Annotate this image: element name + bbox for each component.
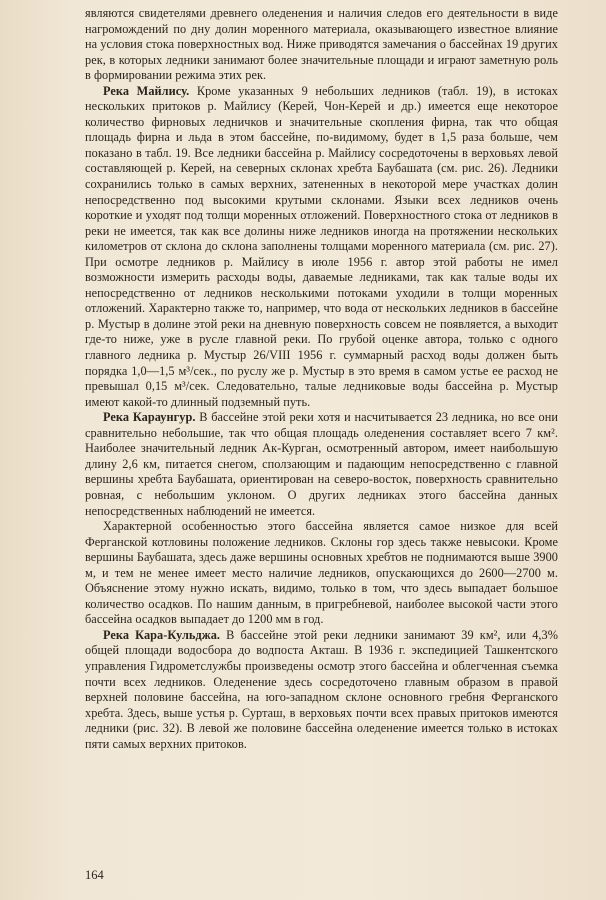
paragraph-text: В бассейне этой реки хотя и насчитывается 23 ледника, но все они сравнительно небольшие, так что общая площадь оледенения составляет всего 7 км². Наиболее значительный ледник Ак-Курган, осмотренный автором, имеет наибольшую длину 2,6 км, питается снегом, сползающим и падающим непосредственно с главной вершины хребта Баубашата, ориентирован на северо-восток, поверхность сравнительно ровная, с небольшим уклоном. О других ледниках этого бассейна данных непосредственных наблюдений не имеется. — [85, 410, 558, 518]
page-body — [85, 6, 558, 752]
paragraph-text: В бассейне этой реки ледники занимают 39 км², или 4,3% общей площади водосбора до водпоста Акташ. В 1936 г. экспедицией Ташкентского управления Гидрометслужбы произведены осмотр этого бассейна и облегченная съемка почти всех ледников. Оледенение здесь сосредоточено главным образом в правой верхней половине бассейна, на юго-западном склоне основного гребня Ферганского хребта. Здесь, выше устья р. Сурташ, в верховьях почти всех правых притоков имеются ледники (рис. 32). В левой же половине бассейна оледенение имеется только в истоках пяти самых верхних притоков. — [85, 627, 559, 751]
section-heading-karaungur: Река Караунгур. — [103, 410, 196, 425]
paragraph-continuation — [85, 6, 558, 84]
page-number: 164 — [85, 868, 104, 882]
paragraph-karaungur — [85, 410, 558, 519]
paragraph-kara-kuldzha — [85, 628, 558, 752]
paragraph-karaungur-features — [85, 519, 558, 628]
paragraph-text: Кроме указанных 9 небольших ледников (табл. 19), в истоках нескольких притоков р. Майлису (Керей, Чон-Керей и др.) имеется еще некоторое количество фирновых ледничков и значительные скопления фирна, так что общая площадь фирна и льда в этом бассейне, по-видимому, будет в 1,5 раза больше, чем показано в табл. 19. Все ледники бассейна р. Майлису сосредоточены в верховьях левой составляющей р. Керей, на северных склонах хребта Баубашата (см. рис. 26). Ледники сохранились только в самых верхних, затененных в некоторой мере участках долин непосредственно под высокими крутыми склонами. Языки всех ледников очень короткие и уходят под толщи моренных отложений. Поверхностного стока от ледников в реки не имеется, так как все долины ниже ледников иногда на протяжении нескольких километров от склона до склона заполнены толщами моренного материала (см. рис. 27). При осмотре ледников р. Майлису в июле 1956 г. автор этой работы не имел возможности измерить расходы воды, даваемые ледниками, так как талые воды их непосредственно от ледников несколькими потоками уходили в толщи моренных отложений. Характерно также то, например, что вода от нескольких ледников в бассейне р. Мустыр в долине этой реки на дневную поверхность совсем не появляется, а выходит где-то ниже, уже в русле главной реки. По грубой оценке автора, только с одного главного ледника р. Мустыр 26/VIII 1956 г. суммарный расход воды должен быть порядка 1,0—1,5 м³/сек., по руслу же р. Мустыр в это время в самом устье ее расход не превышал 0,15 м³/сек. Следовательно, талые ледниковые воды бассейна р. Мустыр имеют какой-то длинный подземный путь. — [85, 83, 558, 409]
paragraph-text: являются свидетелями древнего оледенения и наличия следов его деятельности в виде нагромождений по дну долин моренного материала, оказывающего известное влияние на условия стока поверхностных вод. Ниже приводятся замечания о бассейнах 19 других рек, в которых ледники занимают более значительные площади и играют заметную роль в формировании режима этих рек. — [85, 6, 558, 83]
paragraph-mailisu — [85, 84, 558, 410]
section-heading-kara-kuldzha: Река Кара-Кульджа. — [103, 627, 221, 642]
section-heading-mailisu: Река Майлису. — [103, 83, 190, 98]
paragraph-text: Характерной особенностью этого бассейна является самое низкое для всей Ферганской котловины положение ледников. Склоны гор здесь также невысоки. Кроме вершины Баубашата, здесь даже вершины основных хребтов не поднимаются выше 3900 м, и тем не менее имеет место наличие ледников, опускающихся до 2600—2700 м. Объяснение этому нужно искать, видимо, только в том, что здесь выпадает большое количество осадков. По нашим данным, в пригребневой, наиболее высокой части этого бассейна осадков выпадает до 1200 мм в год. — [85, 519, 558, 627]
